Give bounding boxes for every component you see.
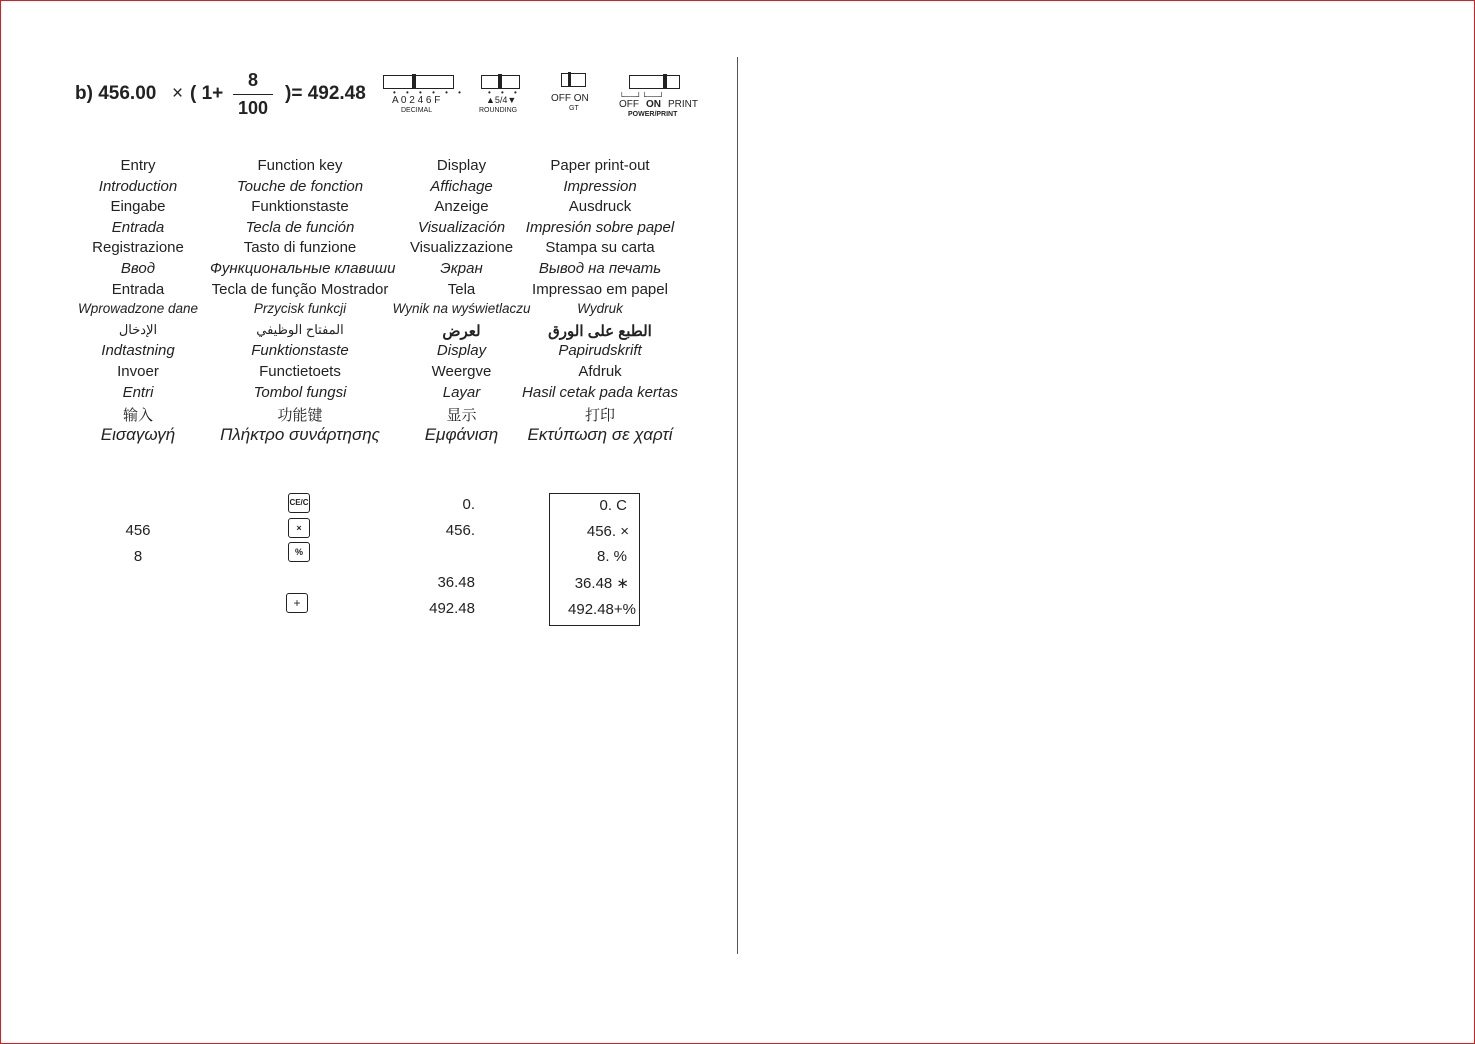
- display-label: Affichage: [430, 177, 493, 195]
- display-label: Tela: [447, 280, 476, 298]
- table-row: [70, 219, 700, 240]
- display-label: Visualización: [417, 218, 506, 236]
- entry-label: Εισαγωγή: [100, 424, 176, 444]
- percent-key: %: [288, 542, 310, 562]
- table-row: [70, 260, 700, 281]
- function-key-label: Function key: [257, 157, 343, 174]
- display-label: Display: [436, 157, 487, 174]
- fraction-line: [233, 94, 273, 95]
- function-key-label: Przycisk funkcji: [253, 301, 347, 317]
- display-label: Wynik na wyświetlaczu: [392, 301, 531, 317]
- gt-caption: GT: [569, 105, 579, 112]
- table-row: [70, 239, 700, 260]
- function-key-label: Functietoets: [259, 362, 341, 380]
- table-row: [70, 425, 700, 446]
- print-label: Impressao em papel: [532, 280, 668, 298]
- entry-label: Entrada: [111, 218, 165, 236]
- display-value: 492.48: [429, 600, 475, 617]
- formula: b) 456.00 × ( 1+ 8 100 )= 492.48 • • • • • • A 0 2 4 6 F DECIMAL • • • ▲5/4▼ ROUNDING OFF ON GT └──┘└──┘ OFF ON PRINT POWER/PRINT: [75, 70, 698, 118]
- entry-label: Introduction: [98, 177, 178, 195]
- display-label: Экран: [440, 259, 483, 277]
- paper-tape: [549, 493, 640, 626]
- table-row: [70, 301, 700, 322]
- power-print-label: PRINT: [668, 99, 698, 110]
- tape-line: 492.48+%: [568, 601, 636, 618]
- formula-times: ×: [172, 83, 184, 104]
- table-row: [70, 342, 700, 363]
- function-key-label: 功能键: [277, 407, 323, 425]
- display-value: 456.: [445, 522, 475, 539]
- entry-value: 456: [125, 522, 151, 539]
- page-divider: [737, 57, 738, 954]
- print-label: Ausdruck: [568, 198, 632, 216]
- function-key-label: المفتاح الوظيفي: [256, 321, 344, 337]
- function-key-label: Tecla de función: [245, 218, 355, 236]
- gt-switch-knob: [568, 72, 571, 86]
- tape-line: 456. ×: [586, 523, 629, 540]
- entry-label: Entri: [122, 383, 154, 401]
- rounding-switch-knob: [498, 74, 502, 88]
- function-key-label: Funktionstaste: [251, 198, 349, 216]
- example-calculation: [70, 490, 650, 630]
- power-print-caption: POWER/PRINT: [628, 111, 678, 118]
- table-row: [70, 384, 700, 405]
- entry-label: Wprowadzone dane: [77, 301, 199, 317]
- entry-label: Indtastning: [101, 342, 175, 360]
- formula-result: )= 492.48: [285, 83, 366, 104]
- table-row: [70, 363, 700, 384]
- display-label: Visualizzazione: [409, 239, 514, 257]
- rounding-positions: ▲5/4▼: [486, 95, 517, 105]
- print-label: الطبع على الورق: [548, 322, 652, 340]
- fraction-numerator: 8: [247, 70, 258, 90]
- plus-key: +: [286, 593, 308, 613]
- entry-label: Registrazione: [92, 239, 184, 257]
- table-row: [70, 157, 700, 178]
- clear-entry-key: CE/C: [288, 493, 310, 513]
- display-label: Anzeige: [434, 198, 489, 216]
- multiply-key: ×: [288, 518, 310, 538]
- function-key-label: Funktionstaste: [251, 342, 349, 360]
- power-print-switch-knob: [663, 74, 667, 88]
- display-label: Εμφάνιση: [424, 424, 499, 444]
- print-label: Вывод на печать: [538, 259, 662, 277]
- table-row: [70, 281, 700, 302]
- function-key-label: Функциональные клавиши: [210, 259, 396, 277]
- function-key-label: Tecla de função Mostrador: [211, 280, 389, 298]
- table-row: [70, 198, 700, 219]
- print-label: Hasil cetak pada kertas: [522, 383, 678, 401]
- decimal-switch-knob: [412, 74, 416, 88]
- print-label: Wydruk: [577, 301, 623, 317]
- gt-positions: OFF ON: [551, 93, 589, 104]
- entry-label: Entry: [120, 157, 156, 174]
- print-label: Impression: [563, 177, 637, 195]
- print-label: Afdruk: [578, 362, 622, 380]
- multilingual-table: [70, 157, 700, 445]
- print-label: Εκτύπωση σε χαρτί: [527, 424, 673, 444]
- table-row: [70, 322, 700, 343]
- entry-label: Entrada: [111, 280, 165, 298]
- print-label: 打印: [584, 407, 615, 425]
- function-key-label: Πλήκτρο συνάρτησης: [220, 424, 380, 444]
- tape-line: 36.48 ∗: [574, 575, 629, 592]
- power-on-label: ON: [646, 99, 661, 110]
- display-label: Layar: [442, 383, 481, 401]
- decimal-positions: A 0 2 4 6 F: [392, 95, 441, 106]
- display-value: 36.48: [437, 574, 475, 591]
- entry-label: Ввод: [120, 259, 156, 277]
- table-row: [70, 404, 700, 425]
- print-label: Impresión sobre papel: [525, 218, 675, 236]
- function-key-label: Tasto di funzione: [243, 239, 357, 257]
- display-label: Display: [436, 342, 487, 360]
- fraction-denominator: 100: [237, 98, 269, 118]
- entry-label: الإدخال: [118, 321, 158, 337]
- print-label: Stampa su carta: [545, 239, 655, 257]
- print-label: Paper print-out: [550, 157, 650, 174]
- entry-label: 输入: [122, 407, 153, 425]
- tape-line: 8. %: [596, 548, 627, 565]
- print-label: Papirudskrift: [558, 342, 642, 360]
- display-label: 显示: [446, 407, 477, 425]
- decimal-caption: DECIMAL: [401, 107, 433, 114]
- formula-open: ( 1+: [190, 83, 224, 104]
- tape-line: 0. C: [599, 497, 627, 514]
- entry-value: 8: [133, 548, 143, 565]
- function-key-label: Touche de fonction: [236, 177, 364, 195]
- entry-label: Eingabe: [110, 198, 166, 216]
- table-row: [70, 178, 700, 199]
- display-value: 0.: [462, 496, 475, 513]
- display-label: لعرض: [442, 322, 481, 340]
- formula-prefix: b) 456.00: [75, 83, 157, 104]
- power-off-label: OFF: [619, 99, 639, 110]
- display-label: Weergve: [431, 362, 492, 380]
- rounding-caption: ROUNDING: [479, 107, 518, 114]
- function-key-label: Tombol fungsi: [253, 383, 347, 401]
- entry-label: Invoer: [117, 362, 159, 380]
